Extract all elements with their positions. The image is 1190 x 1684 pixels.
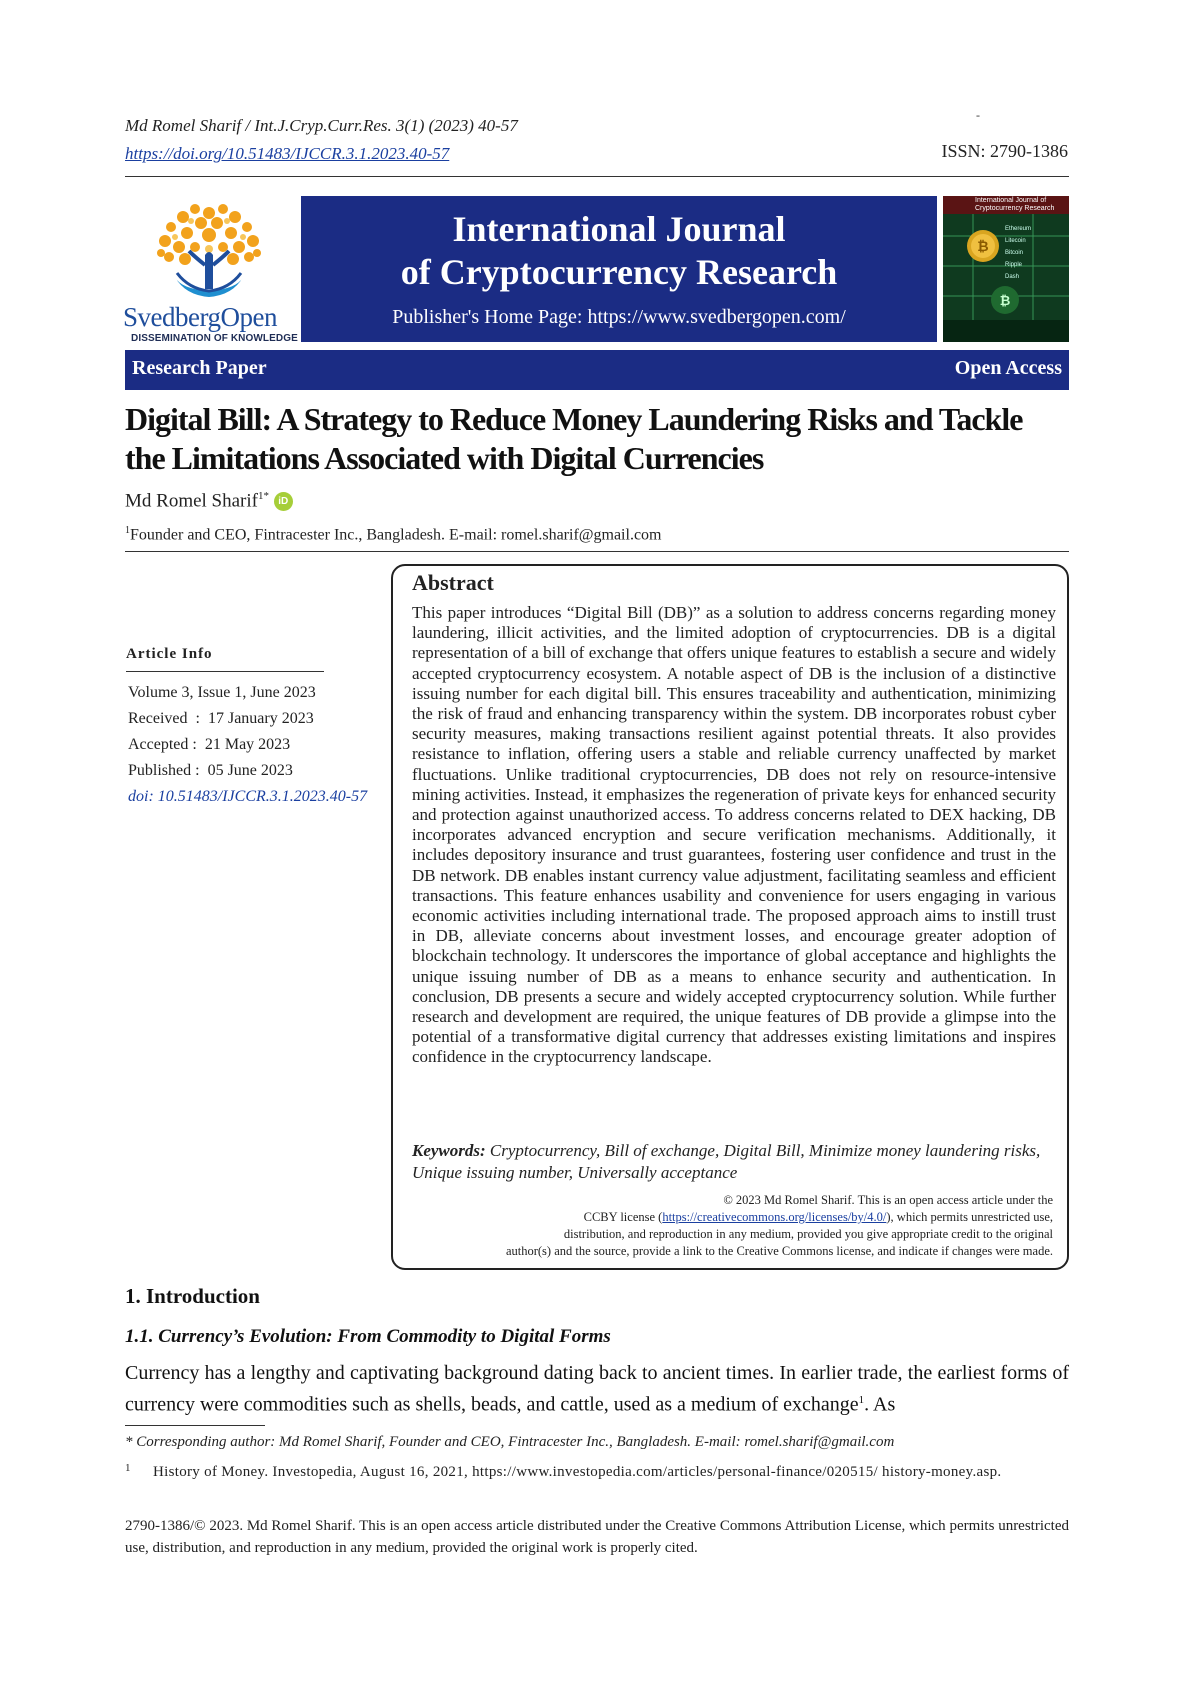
author-name: Md Romel Sharif — [125, 490, 258, 512]
running-citation: Md Romel Sharif / Int.J.Cryp.Curr.Res. 3(1) (2023) 40-57 — [125, 116, 518, 135]
publisher-logo-text: SvedbergOpen — [123, 302, 277, 332]
cc-license-link[interactable]: https://creativecommons.org/licenses/by/4.0/ — [662, 1210, 887, 1224]
issn: ISSN: 2790-1386 — [941, 141, 1068, 161]
section-heading: 1. Introduction — [125, 1284, 260, 1308]
subsection-heading: 1.1. Currency’s Evolution: From Commodity to Digital Forms — [125, 1326, 611, 1347]
paper-title-line2: the Limitations Associated with Digital Currencies — [125, 440, 764, 476]
author-superscript: 1* — [258, 490, 269, 502]
title-divider — [125, 551, 1069, 552]
license-line: author(s) and the source, provide a link to the Creative Commons license, and indicate if changes were made. — [505, 1244, 1053, 1258]
corresponding-author-note: * Corresponding author: Md Romel Sharif, Founder and CEO, Fintracester Inc., Bangladesh. E-mail: romel.sharif@gmail.com — [125, 1434, 895, 1450]
article-info-published: Published : 05 June 2023 — [128, 762, 293, 779]
cover-item: Litecoin — [1005, 238, 1026, 244]
svg-text:₿: ₿ — [977, 238, 989, 254]
article-info-volume: Volume 3, Issue 1, June 2023 — [128, 684, 316, 701]
article-type-label: Research Paper — [132, 357, 267, 379]
affiliation-line — [125, 525, 661, 544]
cover-item: Ripple — [1005, 262, 1023, 268]
open-access-label: Open Access — [954, 357, 1062, 379]
keywords-list: Cryptocurrency, Bill of exchange, Digital Bill, Minimize money laundering risks, Unique issuing number, Universally acceptance — [412, 1141, 1041, 1182]
affiliation: Founder and CEO, Fintracester Inc., Bangladesh. E-mail: romel.sharif@gmail.com — [130, 526, 662, 544]
keywords — [412, 1140, 1056, 1184]
publisher-tagline: DISSEMINATION OF KNOWLEDGE — [131, 333, 298, 344]
intro-paragraph: Currency has a lengthy and captivating background dating back to ancient times. In earlier trade, the earliest forms of currency were commodities such as shells, beads, and cattle, used as a medium of exchange$^1$. As — [125, 1362, 1069, 1416]
svg-text:₿: ₿ — [999, 293, 1011, 308]
header-dash: - — [976, 108, 980, 122]
paper-title — [125, 400, 1075, 478]
doi-link[interactable]: https://doi.org/10.51483/IJCCR.3.1.2023.40-57 — [125, 144, 450, 163]
article-info-accepted: Accepted : 21 May 2023 — [128, 736, 291, 753]
license-line: CCBY license (https://creativecommons.org/licenses/by/4.0/), which permits unrestricted use, — [583, 1210, 1053, 1224]
article-info-heading: Article Info — [126, 646, 213, 662]
abstract-heading: Abstract — [412, 570, 494, 595]
header-divider — [125, 176, 1069, 177]
footnote-number: 1 — [125, 1462, 131, 1474]
cover-item: Ethereum — [1005, 226, 1032, 232]
license-line: © 2023 Md Romel Sharif. This is an open access article under the — [723, 1193, 1053, 1207]
keywords-label: Keywords: — [412, 1141, 486, 1160]
cover-item: Bitcoin — [1005, 250, 1024, 256]
paper-title-line1: Digital Bill: A Strategy to Reduce Money Laundering Risks and Tackle — [125, 401, 1023, 437]
copyright-notice: 2790-1386/© 2023. Md Romel Sharif. This is an open access article distributed under the Creative Commons Attribution License, which permits unrestricted use, distribution, and reproduction in any medium, provided the original work is properly cited. — [125, 1518, 1069, 1556]
article-info-divider — [126, 671, 324, 672]
journal-title-line2: of Cryptocurrency Research — [400, 252, 838, 292]
article-info-received: Received : 17 January 2023 — [128, 710, 314, 727]
author-line — [125, 490, 293, 512]
footnote-ref[interactable]: 1 — [858, 1394, 865, 1406]
publisher-home-page[interactable]: Publisher's Home Page: https://www.svedbergopen.com/ — [392, 306, 846, 328]
affiliation-superscript: 1 — [125, 525, 130, 536]
journal-title-line1: International Journal — [452, 209, 786, 249]
license-line: distribution, and reproduction in any medium, provided you give appropriate credit to the original — [563, 1227, 1053, 1241]
footnote-divider — [125, 1425, 265, 1426]
journal-cover-thumbnail — [943, 196, 1069, 342]
footnote-text: History of Money. Investopedia, August 16, 2021, https://www.investopedia.com/articles/personal-finance/020515/ history-money.asp. — [153, 1464, 1002, 1480]
article-info-doi[interactable]: doi: 10.51483/IJCCR.3.1.2023.40-57 — [128, 788, 368, 805]
journal-banner — [301, 196, 937, 342]
cover-item: Dash — [1005, 274, 1020, 280]
abstract-text: This paper introduces “Digital Bill (DB)” as a solution to address concerns regarding money laundering, illicit activities, and the limited adoption of cryptocurrencies. DB is a digital representation of a bill of exchange that offers unique features to establish a secure and widely accepted cryptocurrency ecosystem. A notable aspect of DB is the inclusion of a distinctive issuing number for each digital bill. This ensures traceability and authentication, minimizing the risk of fraud and enhancing transparency within the system. DB incorporates robust cyber security measures, making transactions resilient against potential threats. It also provides resistance to inflation, offering users a stable and reliable currency unaffected by market fluctuations. Unlike traditional cryptocurrencies, DB does not rely on resource-intensive mining activities. Instead, it emphasizes the regeneration of private keys for enhanced security and protection against unauthorized access. To address concerns related to DEX hacking, DB incorporates advanced encryption and secure verification mechanisms. Additionally, it includes depository insurance and trust guarantees, fostering user confidence and trust in the DB network. DB enables instant currency value adjustment, facilitating seamless and efficient transactions. This feature enhances usability and convenience for users engaging in various economic activities including international trade. The proposed approach aims to instill trust in DB, alleviate concerns about investment losses, and encourage greater adoption of blockchain technology. It underscores the importance of global acceptance and highlights the unique issuing number of DB as a means to enhance security and authentication. In conclusion, DB presents a secure and widely accepted cryptocurrency solution. While further research and development are required, the unique features of DB provide a glimpse into the potential of a transformative digital currency that addresses existing limitations and inspires confidence in the cryptocurrency landscape. — [412, 603, 1056, 1067]
article-type-bar — [125, 350, 1069, 390]
cover-title: International Journal of Cryptocurrency Research — [975, 197, 1055, 212]
license-notice — [405, 1192, 1053, 1260]
orcid-icon[interactable]: iD — [274, 492, 293, 511]
